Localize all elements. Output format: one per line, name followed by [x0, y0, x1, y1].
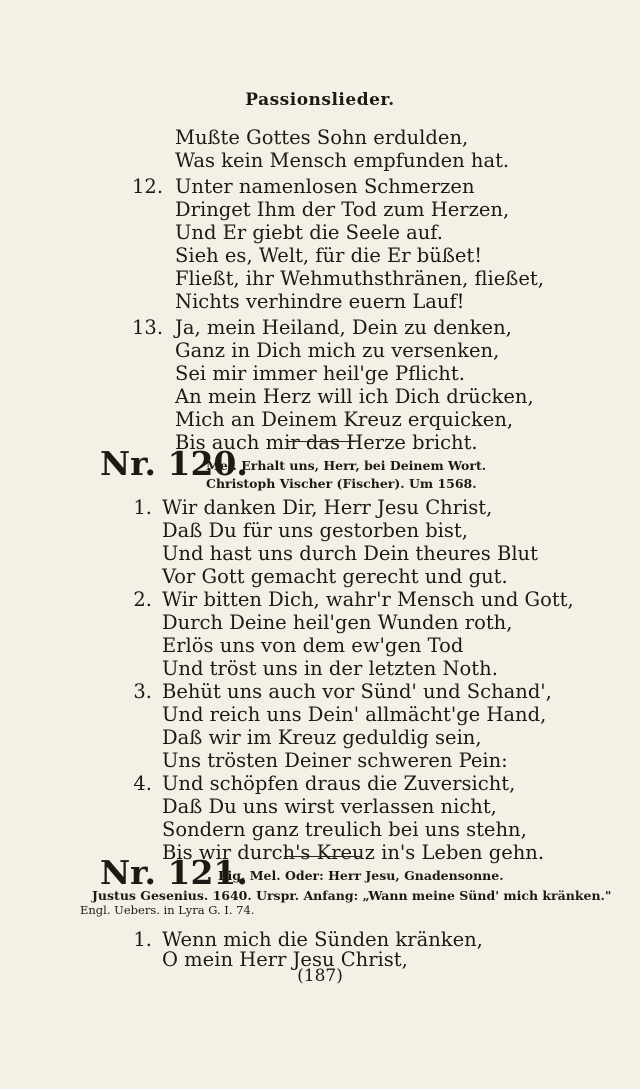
- verse-line: Und reich uns Dein' allmächt'ge Hand,: [162, 703, 547, 726]
- verse-line: Fließt, ihr Wehmuthsthränen, fließet,: [175, 267, 544, 290]
- verse-line: Daß Du uns wirst verlassen nicht,: [162, 795, 497, 818]
- section-divider: [288, 441, 356, 442]
- verse-line: O mein Herr Jesu Christ,: [162, 948, 408, 971]
- verse-number: 12.: [132, 175, 164, 198]
- section-divider: [284, 856, 360, 857]
- page-number: (187): [297, 966, 343, 986]
- verse-number: 3.: [133, 680, 152, 703]
- verse-line: Bis wir durch's Kreuz in's Leben gehn.: [162, 841, 545, 864]
- verse-number: 1.: [133, 928, 152, 951]
- verse-number: 1.: [133, 496, 152, 519]
- verse-line: Sieh es, Welt, für die Er büßet!: [175, 244, 483, 267]
- verse-line: Nichts verhindre euern Lauf!: [175, 290, 465, 313]
- verse-line: Und hast uns durch Dein theures Blut: [162, 542, 538, 565]
- verse-line: Daß Du für uns gestorben bist,: [162, 519, 468, 542]
- running-head: Passionslieder.: [245, 90, 395, 110]
- verse-number: 2.: [133, 588, 152, 611]
- verse-line: Ja, mein Heiland, Dein zu denken,: [175, 316, 512, 339]
- verse-line: Dringet Ihm der Tod zum Herzen,: [175, 198, 510, 221]
- verse-line: Wenn mich die Sünden kränken,: [162, 928, 483, 951]
- hymn-number: Nr. 121.: [100, 853, 248, 892]
- verse-line: Sei mir immer heil'ge Pflicht.: [175, 362, 465, 385]
- verse-line: Erlös uns von dem ew'gen Tod: [162, 634, 464, 657]
- verse-line: Mußte Gottes Sohn erdulden,: [175, 126, 469, 149]
- verse-line: Wir danken Dir, Herr Jesu Christ,: [162, 496, 493, 519]
- verse-line: Vor Gott gemacht gerecht und gut.: [162, 565, 508, 588]
- verse-line: Was kein Mensch empfunden hat.: [175, 149, 510, 172]
- translation-note: Engl. Uebers. in Lyra G. I. 74.: [80, 903, 255, 917]
- verse-line: Wir bitten Dich, wahr'r Mensch und Gott,: [162, 588, 574, 611]
- verse-line: Durch Deine heil'gen Wunden roth,: [162, 611, 513, 634]
- verse-line: Uns trösten Deiner schweren Pein:: [162, 749, 508, 772]
- verse-line: Und Er giebt die Seele auf.: [175, 221, 443, 244]
- verse-line: An mein Herz will ich Dich drücken,: [175, 385, 534, 408]
- verse-line: Daß wir im Kreuz geduldig sein,: [162, 726, 482, 749]
- verse-line: Behüt uns auch vor Sünd' und Schand',: [162, 680, 552, 703]
- verse-number: 4.: [133, 772, 152, 795]
- verse-line: Mich an Deinem Kreuz erquicken,: [175, 408, 514, 431]
- author-note: Justus Gesenius. 1640. Urspr. Anfang: „Wann meine Sünd' mich kränken.": [92, 888, 612, 903]
- author-note: Christoph Vischer (Fischer). Um 1568.: [206, 476, 477, 491]
- verse-line: Sondern ganz treulich bei uns stehn,: [162, 818, 527, 841]
- verse-line: Und schöpfen draus die Zuversicht,: [162, 772, 516, 795]
- melody-note: Eig. Mel. Oder: Herr Jesu, Gnadensonne.: [218, 868, 504, 883]
- melody-note: Mel. Erhalt uns, Herr, bei Deinem Wort.: [206, 458, 487, 473]
- verse-line: Unter namenlosen Schmerzen: [175, 175, 475, 198]
- verse-line: Und tröst uns in der letzten Noth.: [162, 657, 498, 680]
- verse-line: Ganz in Dich mich zu versenken,: [175, 339, 500, 362]
- verse-line: Bis auch mir das Herze bricht.: [175, 431, 478, 454]
- hymn-number: Nr. 120.: [100, 444, 248, 483]
- verse-number: 13.: [132, 316, 164, 339]
